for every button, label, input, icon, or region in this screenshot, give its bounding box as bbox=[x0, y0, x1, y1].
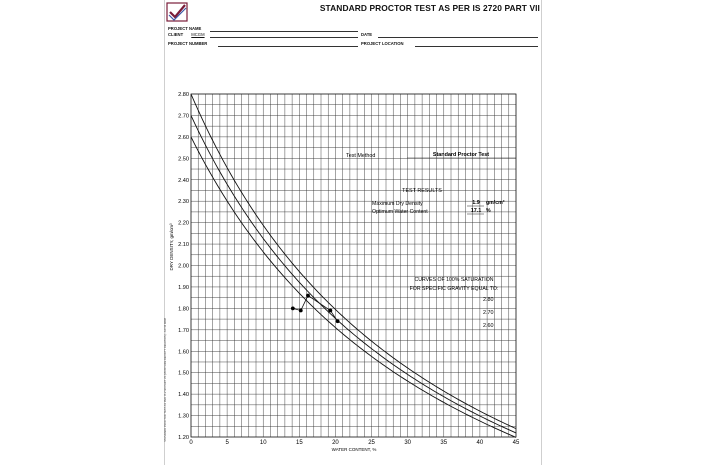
y-tick-label: 1.90 bbox=[178, 284, 189, 291]
y-tick-label: 2.60 bbox=[178, 134, 189, 141]
x-axis-label: WATER CONTENT, % bbox=[331, 447, 377, 452]
y-axis-label: DRY DENSITY, gm/cm³ bbox=[169, 223, 174, 271]
test-point bbox=[291, 306, 295, 310]
test-point bbox=[336, 319, 340, 323]
report-title: STANDARD PROCTOR TEST AS PER IS 2720 PART VII bbox=[319, 3, 540, 13]
test-method-label: Test Method bbox=[346, 153, 376, 159]
saturation-heading-1: CURVES OF 100% SATURATION bbox=[414, 277, 494, 283]
test-results-heading: TEST RESULTS bbox=[402, 188, 442, 194]
x-tick-label: 0 bbox=[189, 440, 193, 446]
chart-grid bbox=[191, 94, 516, 437]
test-point bbox=[328, 309, 332, 313]
date-label: DATE bbox=[361, 32, 373, 37]
project-location-label: PROJECT LOCATION bbox=[361, 41, 404, 46]
y-tick-label: 1.70 bbox=[178, 327, 189, 334]
x-tick-label: 30 bbox=[404, 440, 412, 446]
y-tick-label: 1.20 bbox=[178, 435, 189, 441]
y-tick-label: 1.30 bbox=[178, 413, 189, 420]
y-tick-label: 2.30 bbox=[178, 199, 189, 206]
y-tick-label: 1.50 bbox=[178, 370, 189, 377]
mdd-label: Maximum Dry Density bbox=[372, 201, 423, 207]
omc-unit: % bbox=[486, 208, 491, 214]
y-tick-label: 1.60 bbox=[178, 349, 189, 356]
gravity-label-2-80: 2.80 bbox=[483, 297, 494, 303]
mdd-unit: gm/cm³ bbox=[486, 200, 505, 206]
x-tick-label: 35 bbox=[440, 440, 448, 446]
saturation-curve bbox=[191, 94, 516, 429]
project-number-label: PROJECT NUMBER bbox=[168, 41, 208, 46]
saturation-curve bbox=[191, 115, 516, 433]
y-tick-label: 2.00 bbox=[178, 263, 189, 270]
side-note: STANDARD PROCTOR TEST AS PER IS 2720 PART VII (MOISTURE DENSITY RELATION) - ASTM D698 bbox=[164, 318, 167, 442]
x-tick-label: 40 bbox=[476, 440, 484, 446]
y-tick-label: 2.80 bbox=[178, 92, 189, 98]
y-tick-label: 1.80 bbox=[178, 306, 189, 313]
client-label: CLIENT bbox=[168, 32, 184, 37]
omc-label: Optimum Water Content bbox=[372, 209, 428, 215]
gravity-label-2-70: 2.70 bbox=[483, 310, 494, 316]
x-tick-label: 5 bbox=[225, 440, 229, 446]
y-tick-label: 2.70 bbox=[178, 113, 189, 120]
axis-ticks bbox=[178, 92, 520, 446]
y-tick-label: 2.10 bbox=[178, 242, 189, 249]
test-point bbox=[299, 309, 303, 313]
x-tick-label: 20 bbox=[332, 440, 339, 446]
test-point bbox=[306, 294, 310, 298]
x-tick-label: 10 bbox=[259, 440, 267, 446]
saturation-heading-2: FOR SPECIFIC GRAVITY EQUAL TO: bbox=[409, 286, 499, 292]
x-tick-label: 45 bbox=[512, 440, 520, 446]
client-value: MCGM bbox=[191, 32, 205, 37]
x-tick-label: 25 bbox=[368, 440, 375, 446]
y-tick-label: 2.40 bbox=[178, 177, 189, 184]
x-tick-label: 15 bbox=[295, 440, 303, 446]
omc-value: 17.1 bbox=[470, 208, 482, 214]
project-name-label: PROJECT NAME bbox=[168, 26, 202, 31]
test-method-value: Standard Proctor Test bbox=[432, 152, 490, 158]
y-tick-label: 2.50 bbox=[178, 156, 189, 163]
y-tick-label: 1.40 bbox=[178, 392, 189, 399]
gravity-label-2-60: 2.60 bbox=[483, 323, 494, 329]
mdd-value: 1.9 bbox=[472, 200, 480, 206]
y-tick-label: 2.20 bbox=[178, 220, 189, 227]
